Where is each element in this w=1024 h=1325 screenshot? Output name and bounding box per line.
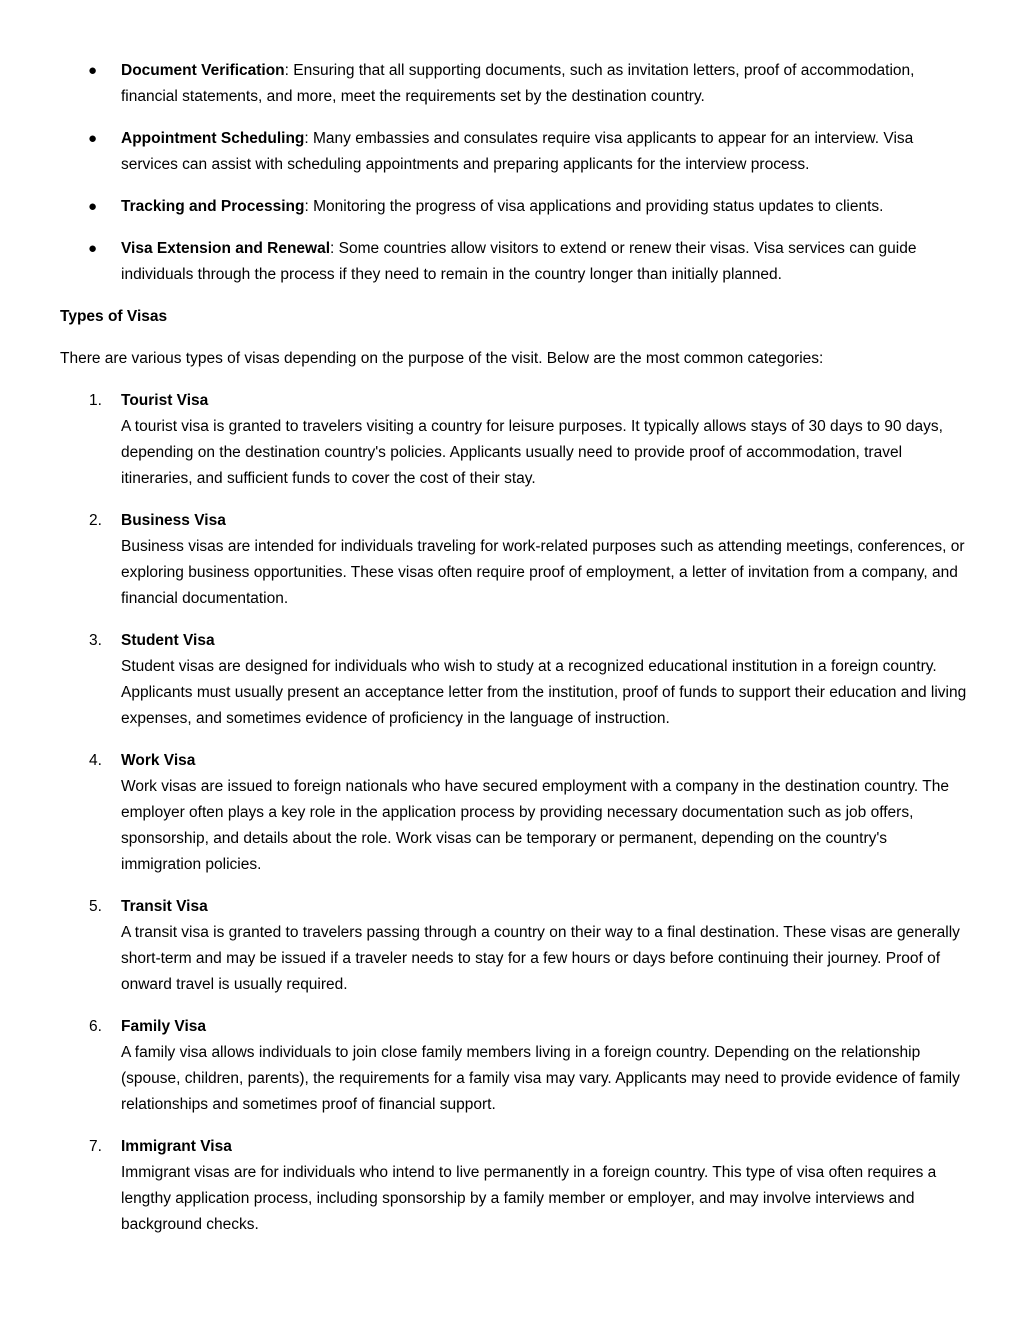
- visa-type-title: Family Visa: [121, 1018, 207, 1035]
- visa-type-title: Business Visa: [121, 512, 226, 529]
- list-number: 6.: [89, 1018, 102, 1035]
- bullet-text: : Some countries allow visitors to extend or renew their visas. Visa services can guide individuals through the process if they need to remain in the country longer than initially planned.: [121, 240, 917, 283]
- visa-type-description: A transit visa is granted to travelers passing through a country on their way to a final destination. These visas are generally short-term and may be issued if a traveler needs to stay for a few hours or days before continuing their journey. Proof of onward travel is usually required.: [121, 924, 960, 993]
- bullet-text: : Monitoring the progress of visa applications and providing status updates to clients.: [304, 198, 884, 215]
- visa-type-business: [60, 508, 970, 612]
- bullet-dot-icon: ●: [88, 62, 98, 79]
- visa-type-immigrant: [60, 1134, 970, 1238]
- visa-type-description: A family visa allows individuals to join close family members living in a foreign country. Depending on the relationship (spouse, children, parents), the requirements for a family visa may vary. Applicants may need to provide evidence of family relationships and sometimes proof of financial support.: [121, 1044, 960, 1113]
- visa-type-description: Student visas are designed for individuals who wish to study at a recognized educational institution in a foreign country. Applicants must usually present an acceptance letter from the institution, proof of funds to support their education and living expenses, and sometimes evidence of proficiency in the language of instruction.: [121, 658, 967, 727]
- bullet-term: Appointment Scheduling: [121, 130, 305, 147]
- visa-type-student: [60, 628, 970, 732]
- visa-type-transit: [60, 894, 970, 998]
- visa-type-title: Student Visa: [121, 632, 215, 649]
- visa-type-title: Immigrant Visa: [121, 1138, 232, 1155]
- section-intro: There are various types of visas depending on the purpose of the visit. Below are the most common categories:: [60, 350, 824, 367]
- visa-type-title: Work Visa: [121, 752, 196, 769]
- visa-type-tourist: [60, 388, 970, 492]
- bullet-term: Document Verification: [121, 62, 285, 79]
- bullet-dot-icon: ●: [88, 130, 98, 147]
- section-heading: Types of Visas: [60, 308, 168, 325]
- list-number: 5.: [89, 898, 102, 915]
- list-number: 1.: [89, 392, 102, 409]
- bullet-item-tracking-processing: [60, 194, 970, 220]
- bullet-text: : Ensuring that all supporting documents, such as invitation letters, proof of accommodation, financial statements, and more, meet the requirements set by the destination country.: [121, 62, 915, 105]
- visa-type-description: A tourist visa is granted to travelers visiting a country for leisure purposes. It typically allows stays of 30 days to 90 days, depending on the destination country's policies. Applicants usually need to provide proof of accommodation, travel itineraries, and sufficient funds to cover the cost of their stay.: [121, 418, 943, 487]
- visa-type-description: Work visas are issued to foreign nationals who have secured employment with a company in the destination country. The employer often plays a key role in the application process by providing necessary documentation such as job offers, sponsorship, and details about the role. Work visas can be temporary or permanent, depending on the country's immigration policies.: [121, 778, 949, 873]
- visa-type-work: [60, 748, 970, 878]
- bullet-term: Visa Extension and Renewal: [121, 240, 331, 257]
- bullet-dot-icon: ●: [88, 240, 98, 257]
- services-bullet-list: [60, 58, 970, 288]
- visa-type-description: Immigrant visas are for individuals who intend to live permanently in a foreign country. This type of visa often requires a lengthy application process, including sponsorship by a family member or employer, and may involve interviews and background checks.: [121, 1164, 937, 1233]
- bullet-dot-icon: ●: [88, 198, 98, 215]
- bullet-item-document-verification: [60, 58, 970, 110]
- bullet-text: : Many embassies and consulates require visa applicants to appear for an interview. Visa services can assist with scheduling appointments and preparing applicants for the interview process.: [121, 130, 914, 173]
- bullet-item-appointment-scheduling: [60, 126, 970, 178]
- visa-type-title: Tourist Visa: [121, 392, 209, 409]
- document-page: [60, 58, 970, 1254]
- visa-type-title: Transit Visa: [121, 898, 208, 915]
- list-number: 3.: [89, 632, 102, 649]
- list-number: 2.: [89, 512, 102, 529]
- visa-types-list: [60, 388, 970, 1238]
- visa-type-family: [60, 1014, 970, 1118]
- bullet-term: Tracking and Processing: [121, 198, 305, 215]
- list-number: 7.: [89, 1138, 102, 1155]
- bullet-item-visa-extension-renewal: [60, 236, 970, 288]
- list-number: 4.: [89, 752, 102, 769]
- visa-type-description: Business visas are intended for individuals traveling for work-related purposes such as attending meetings, conferences, or exploring business opportunities. These visas often require proof of employment, a letter of invitation from a company, and financial documentation.: [121, 538, 965, 607]
